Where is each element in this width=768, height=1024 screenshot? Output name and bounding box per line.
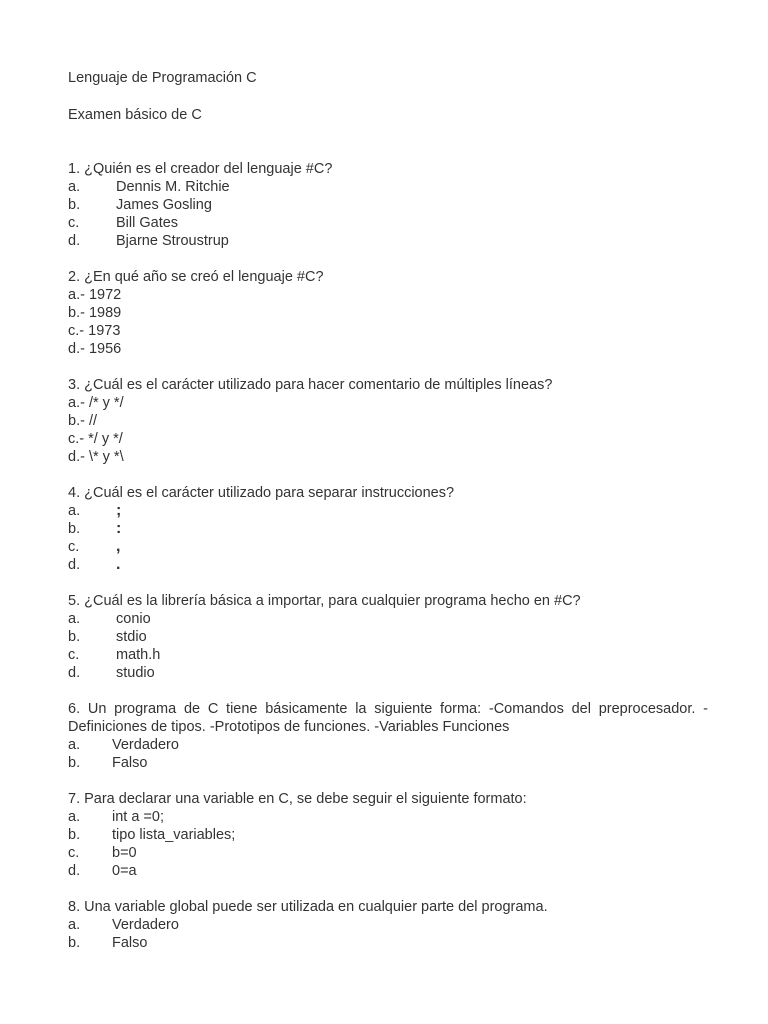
option-letter: a. (68, 611, 81, 627)
option-text: tipo lista_variables; (112, 827, 236, 843)
option-text: conio (116, 611, 151, 627)
option-letter: a. (68, 737, 81, 753)
option-text: . (116, 556, 121, 573)
answer-option (68, 808, 708, 826)
answer-option: a.- /* y */ (68, 395, 124, 411)
option-text: studio (116, 665, 155, 681)
option-text: b=0 (112, 845, 137, 861)
option-text: stdio (116, 629, 147, 645)
option-text: Falso (112, 935, 148, 951)
answer-option (68, 664, 708, 682)
option-text: Falso (112, 755, 148, 771)
answer-option (68, 178, 708, 196)
question-text: 4. ¿Cuál es el carácter utilizado para separar instrucciones? (68, 485, 455, 501)
option-letter: b. (68, 755, 81, 771)
question-text: 7. Para declarar una variable en C, se debe seguir el siguiente formato: (68, 791, 527, 807)
option-text: : (116, 520, 122, 537)
option-letter: d. (68, 665, 81, 681)
answer-option: d.- \* y *\ (68, 449, 124, 465)
option-letter: b. (68, 935, 81, 951)
answer-option (68, 646, 708, 664)
option-letter: c. (68, 539, 80, 555)
option-text: , (116, 538, 121, 555)
document-page (68, 69, 708, 970)
option-text: ; (116, 502, 122, 519)
answer-option: a.- 1972 (68, 287, 122, 303)
option-text: math.h (116, 647, 161, 663)
option-letter: a. (68, 809, 81, 825)
option-letter: d. (68, 233, 81, 249)
question-block (68, 484, 708, 574)
option-text: Bill Gates (116, 215, 179, 231)
answer-option (68, 538, 708, 556)
document-subtitle: Examen básico de C (68, 107, 202, 123)
answer-option (68, 826, 708, 844)
answer-option: d.- 1956 (68, 341, 122, 357)
answer-option (68, 502, 708, 520)
question-text: 8. Una variable global puede ser utilizada en cualquier parte del programa. (68, 899, 548, 915)
option-letter: b. (68, 827, 81, 843)
answer-option: c.- */ y */ (68, 431, 123, 447)
option-text: int a =0; (112, 809, 164, 825)
question-text: 2. ¿En qué año se creó el lenguaje #C? (68, 269, 324, 285)
answer-option (68, 610, 708, 628)
answer-option (68, 862, 708, 880)
question-block (68, 376, 708, 466)
question-block (68, 592, 708, 682)
answer-option: c.- 1973 (68, 323, 121, 339)
answer-option (68, 520, 708, 538)
answer-option (68, 754, 708, 772)
question-block (68, 700, 708, 772)
question-text: 6. Un programa de C tiene básicamente la siguiente forma: -Comandos del preprocesador. -Definiciones de tipos. -Prototipos de funciones. -Variables Funciones (68, 701, 708, 735)
question-text: 5. ¿Cuál es la librería básica a importar, para cualquier programa hecho en #C? (68, 593, 581, 609)
question-list (68, 160, 708, 952)
question-block (68, 790, 708, 880)
option-letter: d. (68, 863, 81, 879)
question-block (68, 160, 708, 250)
option-letter: c. (68, 647, 80, 663)
answer-option (68, 628, 708, 646)
answer-option (68, 196, 708, 214)
question-block (68, 898, 708, 952)
option-text: James Gosling (116, 197, 212, 213)
answer-option (68, 556, 708, 574)
option-letter: c. (68, 215, 80, 231)
option-text: Bjarne Stroustrup (116, 233, 229, 249)
option-text: Verdadero (112, 737, 179, 753)
option-text: Verdadero (112, 917, 179, 933)
option-letter: b. (68, 197, 81, 213)
option-text: 0=a (112, 863, 137, 879)
option-letter: a. (68, 917, 81, 933)
option-letter: d. (68, 557, 81, 573)
option-text: Dennis M. Ritchie (116, 179, 230, 195)
answer-option (68, 214, 708, 232)
document-title: Lenguaje de Programación C (68, 70, 257, 86)
option-letter: b. (68, 521, 81, 537)
answer-option (68, 736, 708, 754)
question-text: 1. ¿Quién es el creador del lenguaje #C? (68, 161, 333, 177)
option-letter: a. (68, 503, 81, 519)
question-text: 3. ¿Cuál es el carácter utilizado para hacer comentario de múltiples líneas? (68, 377, 553, 393)
option-letter: a. (68, 179, 81, 195)
option-letter: c. (68, 845, 80, 861)
answer-option (68, 844, 708, 862)
option-letter: b. (68, 629, 81, 645)
answer-option: b.- // (68, 413, 98, 429)
answer-option (68, 934, 708, 952)
question-block (68, 268, 708, 358)
answer-option (68, 916, 708, 934)
answer-option (68, 232, 708, 250)
answer-option: b.- 1989 (68, 305, 122, 321)
